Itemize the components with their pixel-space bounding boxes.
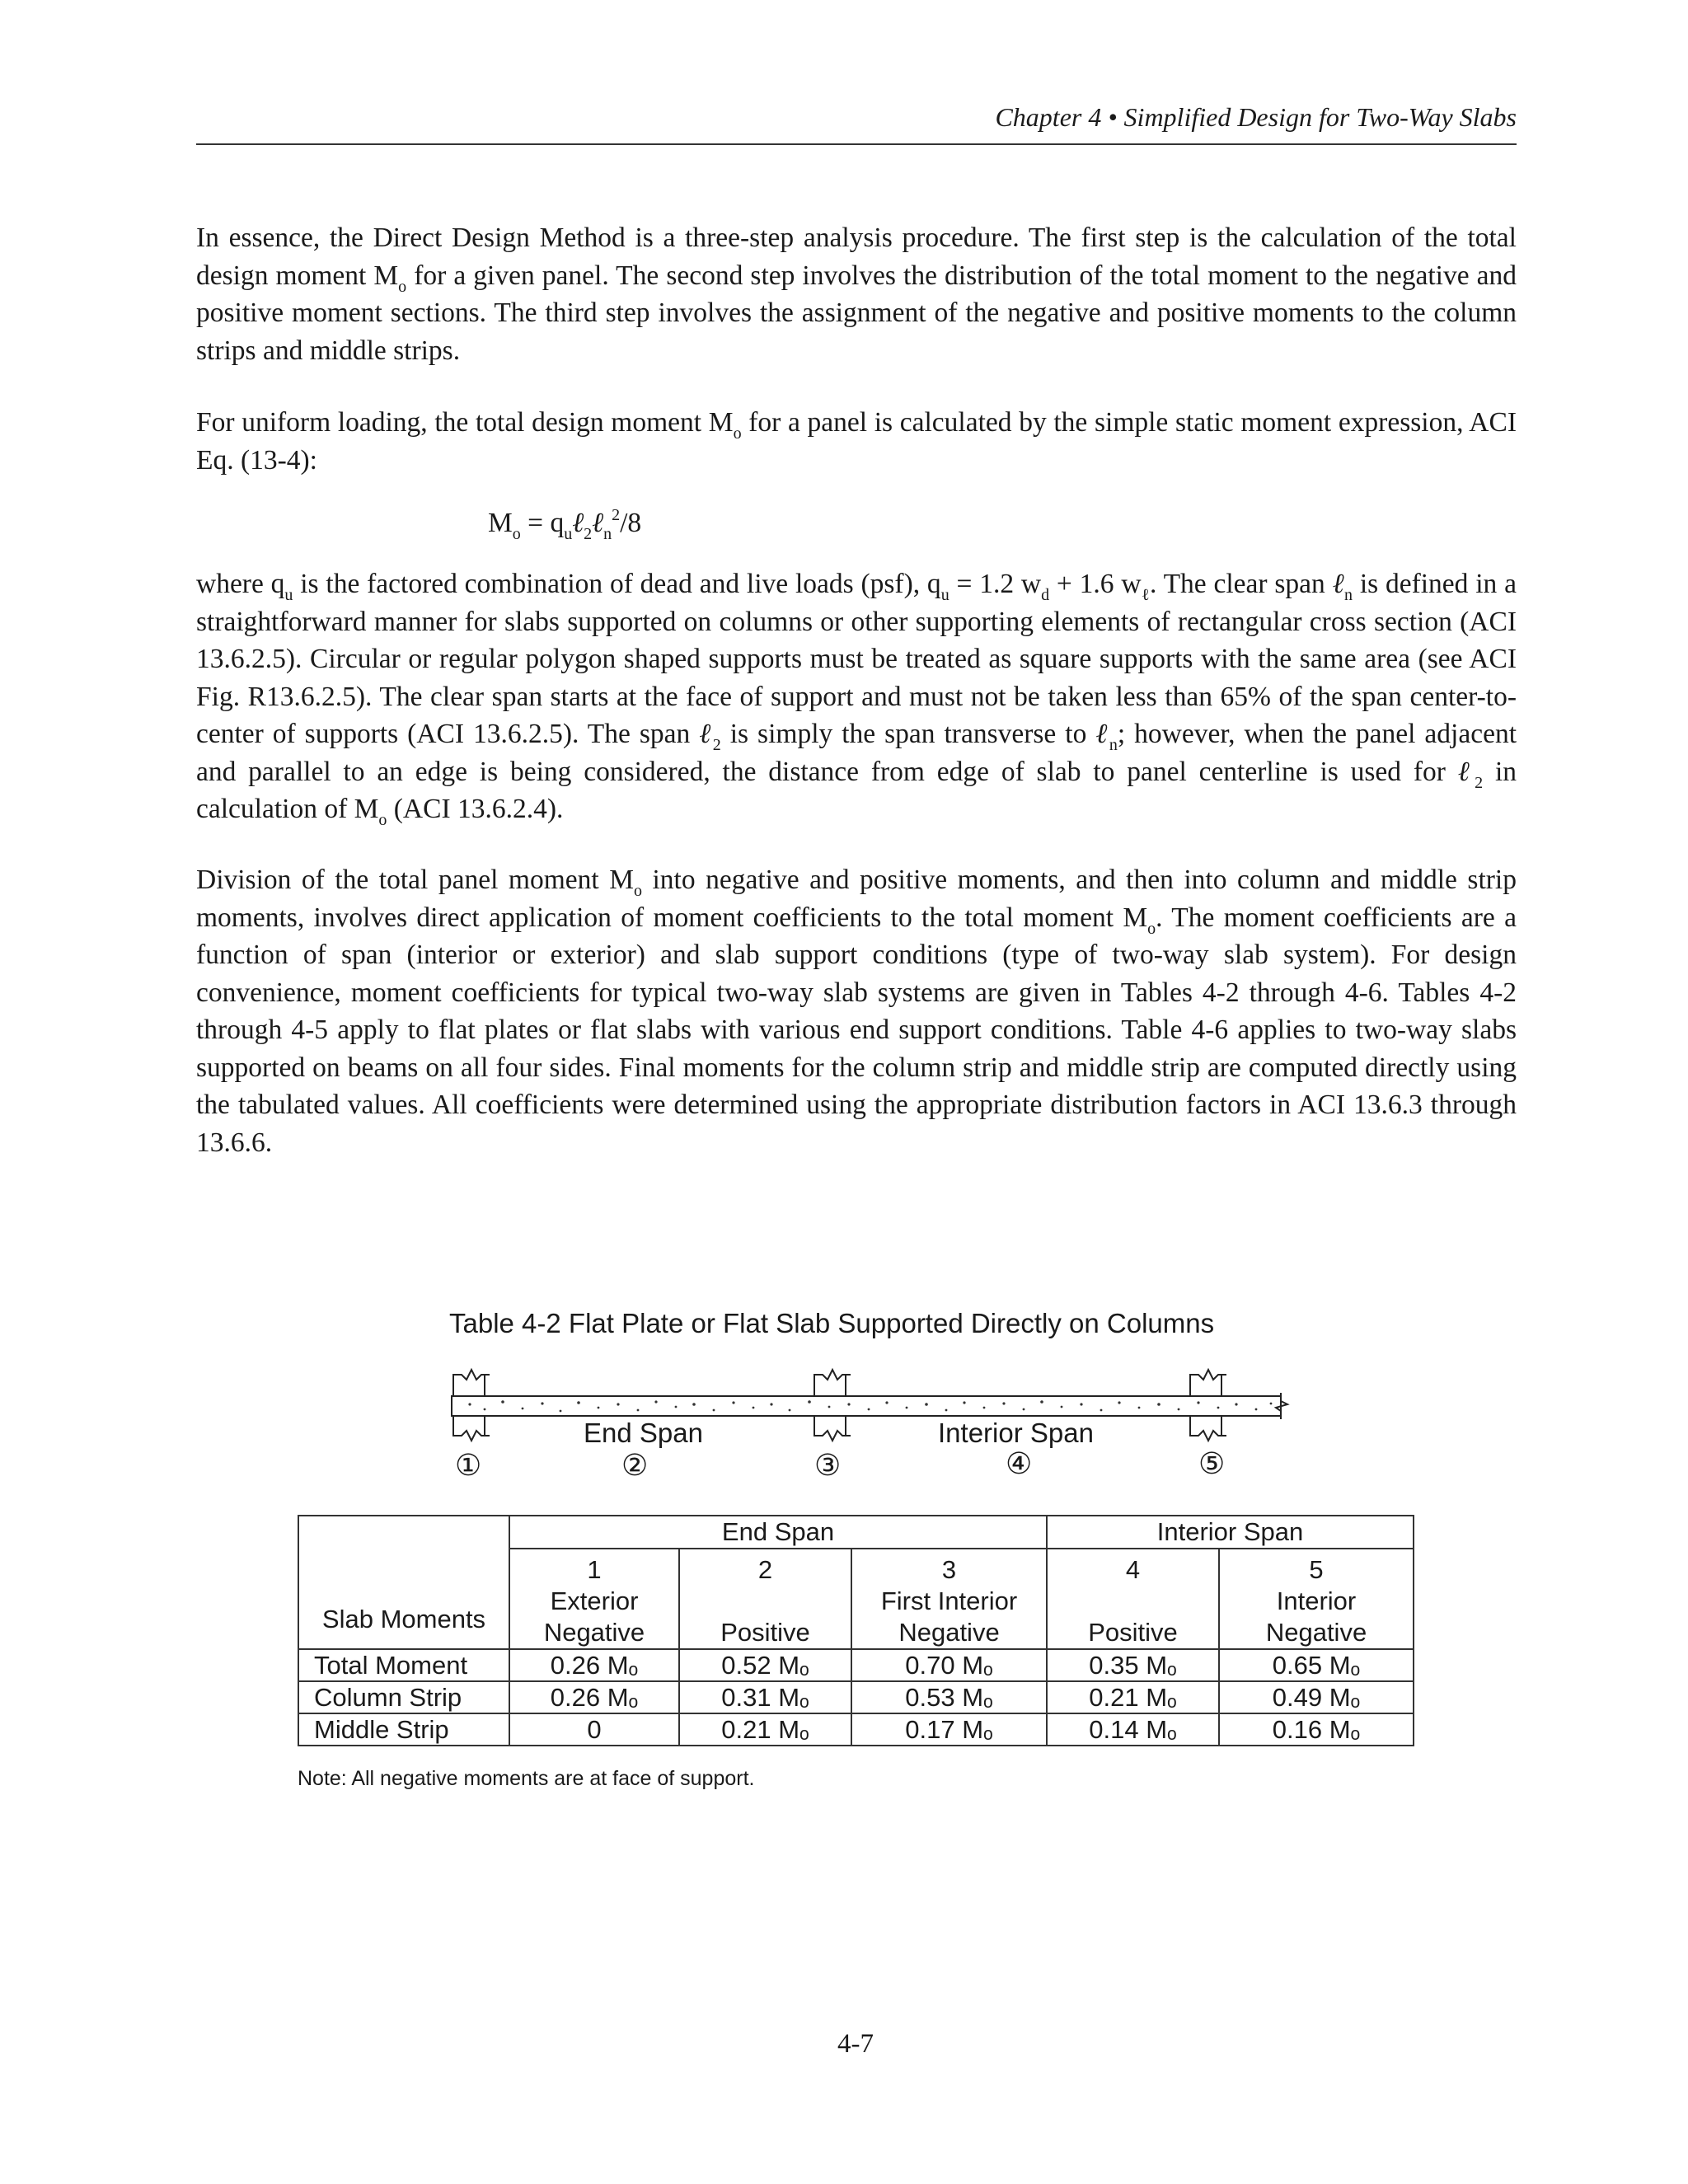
- table-row-total-moment: [298, 1649, 1414, 1681]
- section-marker-2: ②: [621, 1449, 649, 1483]
- table-row-column-strip: [298, 1681, 1414, 1713]
- table-cell: 0.17 Mₒ: [851, 1713, 1047, 1746]
- moment-coefficients-table: [298, 1515, 1414, 1746]
- group-header-end-span: End Span: [509, 1516, 1047, 1549]
- equation-total-moment: $M_o$ = $q_u\ell_2\ell_n^2/8$: [488, 506, 642, 543]
- row-header-slab-moments: Slab Moments: [298, 1516, 509, 1649]
- slab-body: [452, 1396, 1281, 1416]
- slab-span-diagram: [437, 1363, 1294, 1492]
- paragraph-moment-division: Division of the total panel moment $M_o$ into negative and positive moments, and then into column and middle strip moments, involves direct application of moment coefficients to the total moment $M_o$. The moment coefficients are a function of span (interior or exterior) and slab support conditions (type of two-way slab system). For design convenience, moment coefficients for typical two-way slab systems are given in Tables 4-2 through 4-6. Tables 4-2 through 4-5 apply to flat plates or flat slabs with various end support conditions. Table 4-6 applies to two-way slabs supported on beams on all four sides. Final moments for the column strip and middle strip are computed directly using the tabulated values. All coefficients were determined using the appropriate distribution factors in ACI 13.6.3 through 13.6.6.: [196, 865, 1517, 1158]
- group-header-interior-span: Interior Span: [1047, 1516, 1414, 1549]
- row-label: Total Moment: [298, 1649, 509, 1681]
- running-header: Chapter 4 • Simplified Design for Two-Way Slabs: [995, 102, 1517, 132]
- table-cell: 0.26 Mₒ: [509, 1681, 679, 1713]
- table-cell: 0.16 Mₒ: [1219, 1713, 1414, 1746]
- table-caption: Table 4-2 Flat Plate or Flat Slab Supported Directly on Columns: [449, 1308, 1215, 1338]
- table-cell: 0.35 Mₒ: [1047, 1649, 1219, 1681]
- section-marker-4: ④: [1006, 1447, 1033, 1481]
- section-marker-3: ③: [814, 1449, 842, 1483]
- table-cell: 0.49 Mₒ: [1219, 1681, 1414, 1713]
- interior-span-label: Interior Span: [938, 1418, 1094, 1448]
- table-cell: 0.70 Mₒ: [851, 1649, 1047, 1681]
- table-cell: 0.14 Mₒ: [1047, 1713, 1219, 1746]
- header-rule: [196, 143, 1517, 145]
- column-header-3: 3 First Interior Negative: [851, 1549, 1047, 1649]
- paragraph-direct-design-intro: In essence, the Direct Design Method is a three-step analysis procedure. The first step is the calculation of the total design moment $M_o$ for a given panel. The second step involves the distribution of the total moment to the negative and positive moment sections. The third step involves the assignment of the negative and positive moments to the column strips and middle strips.: [196, 223, 1517, 366]
- page-number: 4-7: [837, 2029, 874, 2059]
- table-group-header-row: [298, 1516, 1414, 1549]
- table-cell: 0.21 Mₒ: [1047, 1681, 1219, 1713]
- section-marker-1: ①: [455, 1449, 482, 1483]
- column-header-1: 1 Exterior Negative: [509, 1549, 679, 1649]
- table-cell: 0.65 Mₒ: [1219, 1649, 1414, 1681]
- table-cell: 0.21 Mₒ: [679, 1713, 851, 1746]
- table-cell: 0.53 Mₒ: [851, 1681, 1047, 1713]
- column-header-5: 5 Interior Negative: [1219, 1549, 1414, 1649]
- table-note: Note: All negative moments are at face of support.: [298, 1767, 755, 1790]
- table-cell: 0.26 Mₒ: [509, 1649, 679, 1681]
- table-row-middle-strip: [298, 1713, 1414, 1746]
- column-header-2: 2 Positive: [679, 1549, 851, 1649]
- end-span-label: End Span: [584, 1418, 703, 1448]
- paragraph-clear-span-definition: where $q_u$ is the factored combination of dead and live loads (psf), $q_u = 1.2$ $w_d + 1.6$ $w_\ell$. The clear span ℓ$_n$ is defined in a straightforward manner for slabs supported on columns or other supporting elements of rectangular cross section (ACI 13.6.2.5). Circular or regular polygon shaped supports must be treated as square supports with the same area (see ACI Fig. R13.6.2.5). The clear span starts at the face of support and must not be taken less than 65% of the span center-to-center of supports (ACI 13.6.2.5). The span ℓ$_2$ is simply the span transverse to ℓ$_n$; however, when the panel adjacent and parallel to an edge is being considered, the distance from edge of slab to panel centerline is used for ℓ$_2$ in calculation of $M_o$ (ACI 13.6.2.4).: [196, 569, 1517, 829]
- table-cell: 0.52 Mₒ: [679, 1649, 851, 1681]
- paragraph-uniform-loading: For uniform loading, the total design moment $M_o$ for a panel is calculated by the simple static moment expression, ACI Eq. (13-4):: [196, 407, 1517, 476]
- table-cell: 0.31 Mₒ: [679, 1681, 851, 1713]
- column-header-4: 4 Positive: [1047, 1549, 1219, 1649]
- section-marker-5: ⑤: [1198, 1447, 1226, 1481]
- table-cell: 0: [509, 1713, 679, 1746]
- row-label: Column Strip: [298, 1681, 509, 1713]
- row-label: Middle Strip: [298, 1713, 509, 1746]
